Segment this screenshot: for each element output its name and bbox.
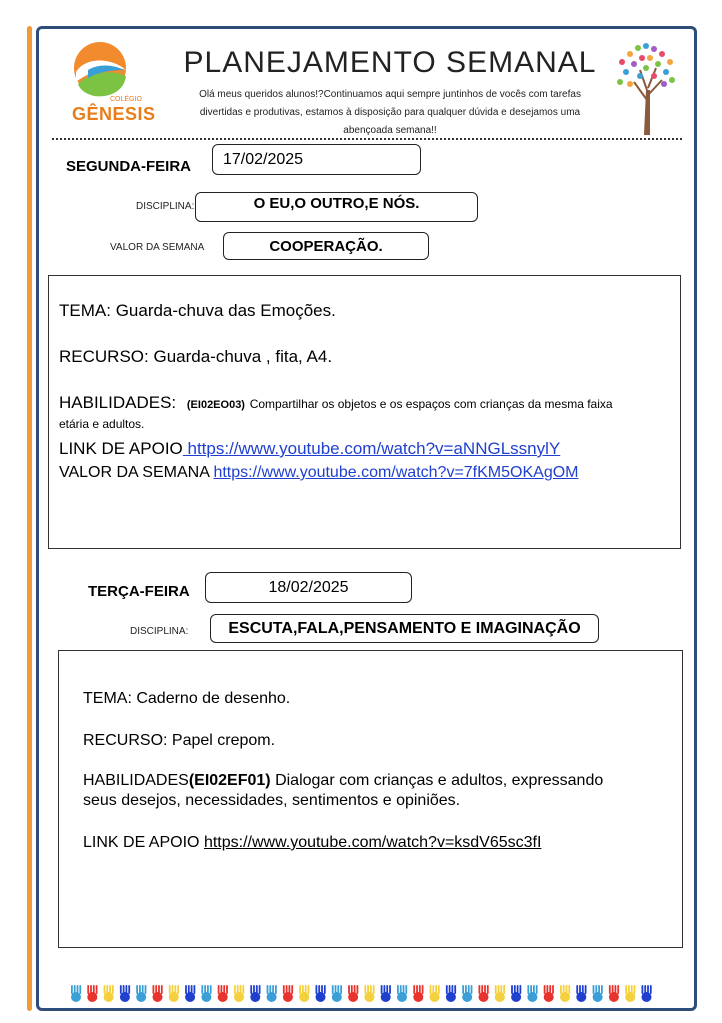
monday-tema: TEMA: Guarda-chuva das Emoções. [59, 301, 336, 320]
hands-border-icon [68, 980, 663, 1006]
monday-habilidades: HABILIDADES: (EI02EO03) Compartilhar os objetos e os espaços com crianças da mesma faixa [59, 393, 613, 412]
hand-icon [283, 985, 293, 1002]
hand-icon [250, 985, 260, 1002]
hand-icon [332, 985, 342, 1002]
hand-icon [479, 985, 489, 1002]
hand-icon [430, 985, 440, 1002]
hand-icon [381, 985, 391, 1002]
hand-icon [299, 985, 309, 1002]
logo-name: GÊNESIS [72, 104, 156, 124]
hand-icon [413, 985, 423, 1002]
tree-icon [610, 40, 680, 135]
hand-icon [234, 985, 244, 1002]
monday-discipline-field: O EU,O OUTRO,E NÓS. [195, 192, 478, 222]
hand-icon [104, 985, 114, 1002]
hand-icon [348, 985, 358, 1002]
hand-icon [593, 985, 603, 1002]
tuesday-tema: TEMA: Caderno de desenho. [83, 690, 291, 707]
hand-icon [527, 985, 537, 1002]
hand-icon [397, 985, 407, 1002]
welcome-message: Olá meus queridos alunos!?Continuamos aqui sempre juntinhos de vocês com tarefas divertidas e produtivas, estamos à disposição para qualquer dúvida e desejamos uma abençoada semana!! [199, 89, 581, 136]
hand-icon [71, 985, 81, 1002]
monday-day-label: SEGUNDA-FEIRA [66, 158, 192, 175]
tuesday-content-panel [58, 650, 683, 948]
monday-link[interactable]: https://www.youtube.com/watch?v=aNNGLssnylY [182, 439, 561, 458]
tuesday-link-row: LINK DE APOIO https://www.youtube.com/watch?v=ksdV65sc3fI [83, 834, 542, 851]
monday-habilidades-cont: etária e adultos. [59, 417, 145, 431]
monday-value-link-row: VALOR DA SEMANA https://www.youtube.com/watch?v=7fKM5OKAgOM [59, 464, 579, 481]
hand-icon [169, 985, 179, 1002]
hand-icon [609, 985, 619, 1002]
hand-icon [560, 985, 570, 1002]
hand-icon [201, 985, 211, 1002]
tuesday-discipline-field: ESCUTA,FALA,PENSAMENTO E IMAGINAÇÃO [210, 614, 599, 643]
tuesday-discipline-label: DISCIPLINA: [130, 626, 189, 637]
monday-value-field: COOPERAÇÃO. [223, 232, 429, 260]
header-divider [52, 138, 682, 140]
tuesday-recurso: RECURSO: Papel crepom. [83, 732, 276, 749]
hand-icon [316, 985, 326, 1002]
logo-subtitle: COLÉGIO [110, 96, 142, 103]
monday-recurso: RECURSO: Guarda-chuva , fita, A4. [59, 347, 333, 366]
monday-content-panel [48, 275, 681, 549]
hand-icon [544, 985, 554, 1002]
hand-icon [185, 985, 195, 1002]
hand-icon [218, 985, 228, 1002]
monday-value-label: VALOR DA SEMANA [110, 242, 205, 253]
tuesday-day-label: TERÇA-FEIRA [88, 583, 190, 600]
frame-accent [27, 26, 32, 1011]
monday-date-field: 17/02/2025 [212, 144, 421, 175]
hand-icon [87, 985, 97, 1002]
hand-icon [462, 985, 472, 1002]
hand-icon [511, 985, 521, 1002]
hand-icon [446, 985, 456, 1002]
hand-icon [267, 985, 277, 1002]
hand-icon [576, 985, 586, 1002]
hand-icon [625, 985, 635, 1002]
page-title: PLANEJAMENTO SEMANAL [183, 46, 597, 79]
hand-icon [153, 985, 163, 1002]
monday-link-row: LINK DE APOIO https://www.youtube.com/watch?v=aNNGLssnylY [59, 439, 561, 458]
monday-discipline-label: DISCIPLINA: [136, 201, 195, 212]
tuesday-date-field: 18/02/2025 [205, 572, 412, 603]
monday-value-link[interactable]: https://www.youtube.com/watch?v=7fKM5OKAgOM [213, 464, 579, 481]
hand-icon [364, 985, 374, 1002]
tuesday-link[interactable]: https://www.youtube.com/watch?v=ksdV65sc3fI [203, 834, 542, 851]
hand-icon [136, 985, 146, 1002]
hand-icon [642, 985, 652, 1002]
hand-icon [120, 985, 130, 1002]
hand-icon [495, 985, 505, 1002]
tuesday-habilidades: HABILIDADES(EI02EF01) Dialogar com crianças e adultos, expressando seus desejos, necessidades, sentimentos e opiniões. [83, 772, 604, 809]
